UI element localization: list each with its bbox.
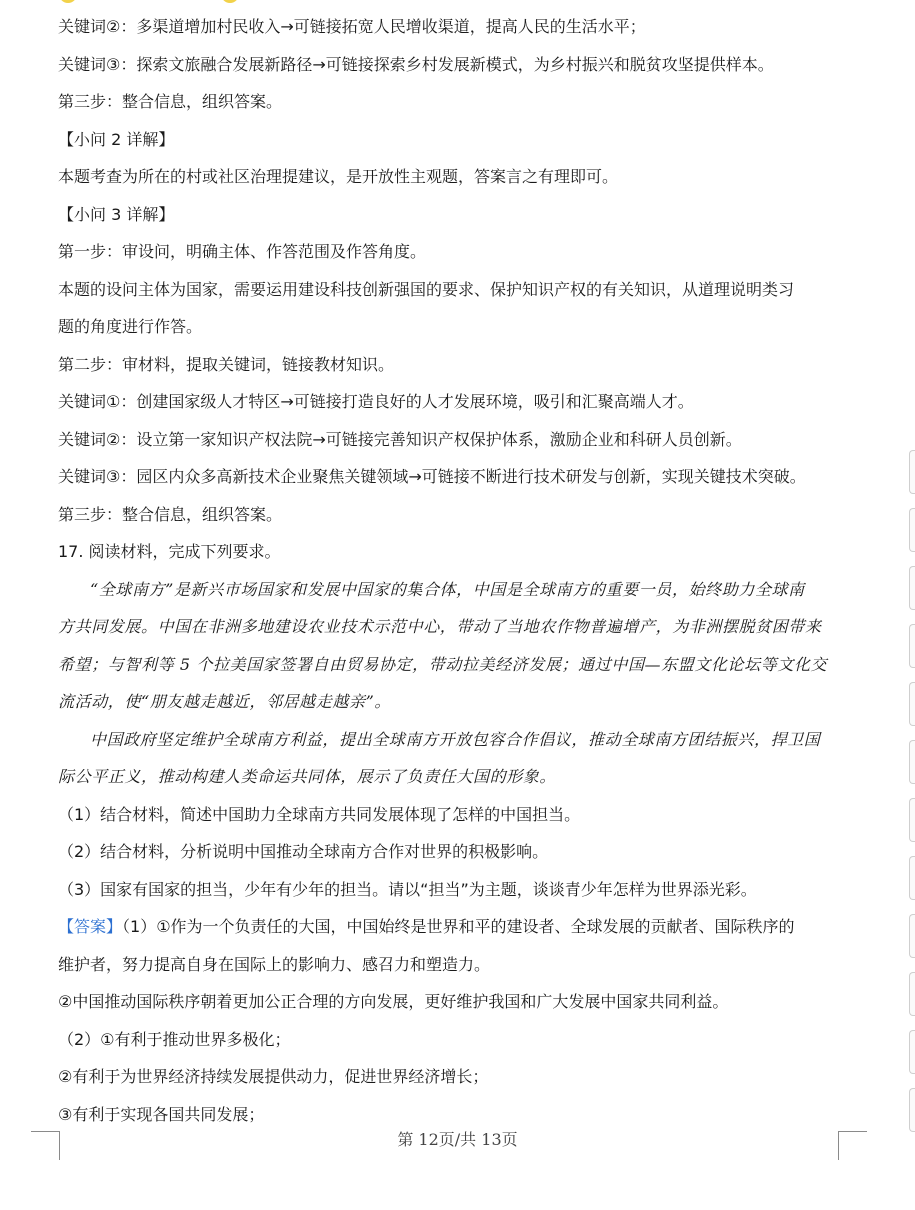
text-line: 关键词①：创建国家级人才特区→可链接打造良好的人才发展环境，吸引和汇聚高端人才。 bbox=[58, 392, 694, 411]
text-line: 题的角度进行作答。 bbox=[58, 317, 203, 336]
sub-question: （3）国家有国家的担当，少年有少年的担当。请以“担当”为主题，谈谈青少年怎样为世界添光彩。 bbox=[58, 880, 757, 899]
text-line: 第三步：整合信息，组织答案。 bbox=[58, 92, 283, 111]
text-line: 关键词②：多渠道增加村民收入→可链接拓宽人民增收渠道，提高人民的生活水平； bbox=[58, 17, 646, 36]
material-paragraph: 希望；与智利等 5 个拉美国家签署自由贸易协定，带动拉美经济发展；通过中国—东盟文化论坛等文化交 bbox=[58, 655, 828, 674]
header-logo-strip bbox=[55, 0, 295, 6]
side-tab[interactable] bbox=[909, 1088, 915, 1132]
material-paragraph: “全球南方”是新兴市场国家和发展中国家的集合体，中国是全球南方的重要一员，始终助力全球南 bbox=[90, 580, 805, 599]
side-tab[interactable] bbox=[909, 624, 915, 668]
page-number: 第 12页/共 13页 bbox=[397, 1130, 518, 1149]
material-paragraph: 中国政府坚定维护全球南方利益，提出全球南方开放包容合作倡议，推动全球南方团结振兴，捍卫国 bbox=[90, 730, 821, 749]
section-heading: 【小问 2 详解】 bbox=[58, 130, 175, 149]
side-tab-strip bbox=[909, 450, 915, 1146]
text-line: 关键词③：园区内众多高新技术企业聚焦关键领域→可链接不断进行技术研发与创新，实现关键技术突破。 bbox=[58, 467, 806, 486]
text-line: 第一步：审设问，明确主体、作答范围及作答角度。 bbox=[58, 242, 427, 261]
side-tab[interactable] bbox=[909, 972, 915, 1016]
side-tab[interactable] bbox=[909, 740, 915, 784]
answer-tag: 【答案】 bbox=[58, 917, 123, 936]
text-line: 本题的设问主体为国家，需要运用建设科技创新强国的要求、保护知识产权的有关知识，从道理说明类习 bbox=[58, 280, 795, 299]
text-line: 第三步：整合信息，组织答案。 bbox=[58, 505, 283, 524]
section-heading: 【小问 3 详解】 bbox=[58, 205, 175, 224]
sub-question: （1）结合材料，简述中国助力全球南方共同发展体现了怎样的中国担当。 bbox=[58, 805, 581, 824]
answer-line bbox=[58, 916, 848, 938]
material-paragraph: 方共同发展。中国在非洲多地建设农业技术示范中心，带动了当地农作物普遍增产，为非洲摆脱贫困带来 bbox=[58, 617, 822, 636]
text-line: 第二步：审材料，提取关键词，链接教材知识。 bbox=[58, 355, 395, 374]
side-tab[interactable] bbox=[909, 450, 915, 494]
answer-line: ②中国推动国际秩序朝着更加公正合理的方向发展，更好维护我国和广大发展中国家共同利益。 bbox=[58, 992, 729, 1011]
answer-line: 维护者，努力提高自身在国际上的影响力、感召力和塑造力。 bbox=[58, 955, 491, 974]
side-tab[interactable] bbox=[909, 566, 915, 610]
sub-question: （2）结合材料，分析说明中国推动全球南方合作对世界的积极影响。 bbox=[58, 842, 549, 861]
side-tab[interactable] bbox=[909, 798, 915, 842]
text-line: 关键词③：探索文旅融合发展新路径→可链接探索乡村发展新模式，为乡村振兴和脱贫攻坚提供样本。 bbox=[58, 55, 774, 74]
logo-icon bbox=[221, 0, 239, 3]
side-tab[interactable] bbox=[909, 914, 915, 958]
material-paragraph: 流活动，使“朋友越走越近，邻居越走越亲”。 bbox=[58, 692, 391, 711]
text-line: 本题考查为所在的村或社区治理提建议，是开放性主观题，答案言之有理即可。 bbox=[58, 167, 619, 186]
side-tab[interactable] bbox=[909, 1030, 915, 1074]
side-tab[interactable] bbox=[909, 508, 915, 552]
side-tab[interactable] bbox=[909, 682, 915, 726]
logo-icon bbox=[59, 0, 77, 3]
material-paragraph: 际公平正义，推动构建人类命运共同体，展示了负责任大国的形象。 bbox=[58, 767, 557, 786]
answer-line: （2）①有利于推动世界多极化； bbox=[58, 1030, 291, 1049]
answer-line: ②有利于为世界经济持续发展提供动力，促进世界经济增长； bbox=[58, 1067, 489, 1086]
text-line: 关键词②：设立第一家知识产权法院→可链接完善知识产权保护体系，激励企业和科研人员创新。 bbox=[58, 430, 742, 449]
question-title: 17. 阅读材料，完成下列要求。 bbox=[58, 542, 281, 561]
side-tab[interactable] bbox=[909, 856, 915, 900]
answer-text: （1）①作为一个负责任的大国，中国始终是世界和平的建设者、全球发展的贡献者、国际秩序的 bbox=[122, 917, 795, 936]
answer-line: ③有利于实现各国共同发展； bbox=[58, 1105, 265, 1124]
